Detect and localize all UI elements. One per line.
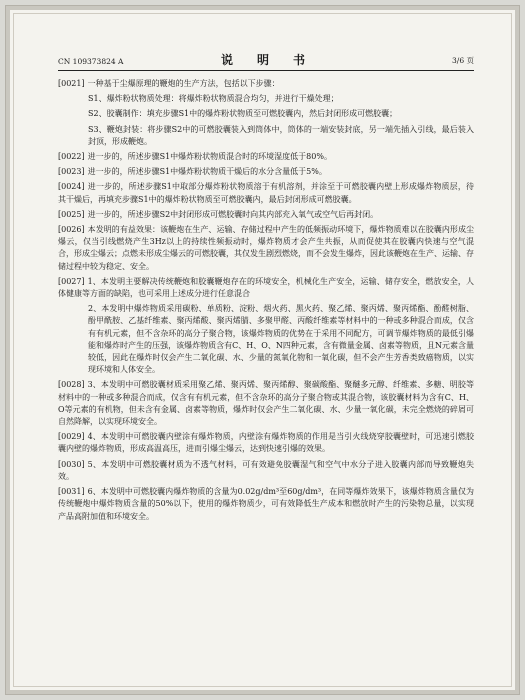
patent-number: CN 109373824 A [58,57,124,66]
document-body [58,78,474,523]
paragraph-s2: S2、胶囊制作：填充步骤S1中的爆炸粉状物质至可燃胶囊内，然后封闭形成可燃胶囊； [88,109,398,119]
document-page [58,48,474,526]
paragraph-0026: [0026] 本发明的有益效果：该鞭炮在生产、运输、存储过程中产生的低频振动环境下，爆炸物质难以在胶囊内形成尘爆云，仅当引线燃烧产生3Hz以上的持续性频振动时，爆炸物质才会产生共振，从而促使其在胶囊内快速与空气混合，形成尘爆云；点燃未形成尘爆云的可燃胶囊，其仅发生剧烈燃烧，而不会发生爆炸，因此该鞭炮在生产、运输、存储过程中较为稳定、安全。 [58,225,474,271]
paragraph-0028: [0028] 3、本发明中可燃胶囊材质采用聚乙烯、聚丙烯、聚丙烯醇、聚碳酸酯、聚醚多元醇、纤维素、多糖、明胶等材料中的一种或多种混合而成，仅含有有机元素，但不含杂环的高分子聚合物或其混合物，该胶囊材料为含有C、H、O等元素的有机物，但未含有金属、卤素等物质，爆炸时仅会产生二氧化碳、水、少量一氧化碳，未完全燃烧的碎屑可自然降解，以实现环境安全。 [58,380,474,427]
page-number: 3/6 页 [452,56,474,65]
paragraph-0024: [0024] 进一步的，所述步骤S1中取部分爆炸粉状物质溶于有机溶剂，并涂至于可燃胶囊内壁上形成爆炸物质层，待其干燥后，再填充步骤S1中的爆炸粉状物质至可燃胶囊内，最后封闭形成可燃胶囊。 [58,182,474,204]
page-title: 说 明 书 [220,53,311,67]
paragraph-0021: [0021] 一种基于尘爆原理的鞭炮的生产方法，包括以下步骤： [58,79,280,88]
paragraph-item-2: 2、本发明中爆炸物质采用碳粉、单质粉、淀粉、烟火药、黑火药、聚乙烯、聚丙烯、聚丙烯酯、酚醛树脂、酚甲酰胺、乙基纤维素、聚丙烯酸、聚丙烯腈、多聚甲醛、丙酸纤维素等材料中的一种或多种混合而成，仅含有有机元素，但不含杂环的高分子聚合物，该爆炸物质的优势在于采用不同配方，可调节爆炸物质的最低引爆能和爆炸时产生的压强，该爆炸物质含有C、H、O、N四种元素，含有微量金属、卤素等物质，且N元素含量较低，因此在爆炸时仅会产生二氧化碳、水、少量的氮氧化物和一氧化碳，但不会产生芳香类致癌物质，以实现环境和人体安全。 [88,304,474,375]
paragraph-s1: S1、爆炸粉状物质处理：将爆炸粉状物质混合均匀，并进行干燥处理； [88,94,339,104]
paragraph-0027: [0027] 1、本发明主要解决传统鞭炮和胶囊鞭炮存在的环境安全，机械化生产安全，运输、储存安全，燃放安全，人体健康等方面的缺陷，也可采用上述成分进行任意混合 [58,276,474,299]
paragraph-0023: [0023] 进一步的，所述步骤S1中爆炸粉状物质干燥后的水分含量低于5%。 [58,167,327,177]
paragraph-0029: [0029] 4、本发明中可燃胶囊内壁涂有爆炸物质，内壁涂有爆炸物质的作用是当引火线烧穿胶囊壁时，可迅速引燃胶囊内壁的爆炸物质，形成高温高压，进而引爆尘爆云，达到快速引爆的效果。 [58,432,474,454]
paragraph-0022: [0022] 进一步的，所述步骤S1中爆炸粉状物质混合时的环境湿度低于80%。 [58,152,332,162]
paragraph-s3: S3、鞭炮封装：将步骤S2中的可燃胶囊装入到筒体中，筒体的一端安装封底，另一端先插入引线，最后装入封顶，形成鞭炮。 [88,124,474,146]
paragraph-0025: [0025] 进一步的，所述步骤S2中封闭形成可燃胶囊时向其内部充入氧气或空气后再封闭。 [58,209,379,219]
page-frame [6,6,519,694]
paragraph-0030: [0030] 5、本发明中可燃胶囊材质为不透气材料，可有效避免胶囊湿气和空气中水分子进入胶囊内部而导致鞭炮失效。 [58,459,474,481]
paragraph-0031: [0031] 6、本发明中可燃胶囊内爆炸物质的含量为0.02g/dm³至60g/dm³，在同等爆炸效果下，该爆炸物质含量仅为传统鞭炮中爆炸物质含量的50%以下，使用的爆炸物质少，可有效降低生产成本和燃放时产生的污染物总量，以实现产品高附加值和环境安全。 [58,487,474,521]
page-header [58,48,474,71]
